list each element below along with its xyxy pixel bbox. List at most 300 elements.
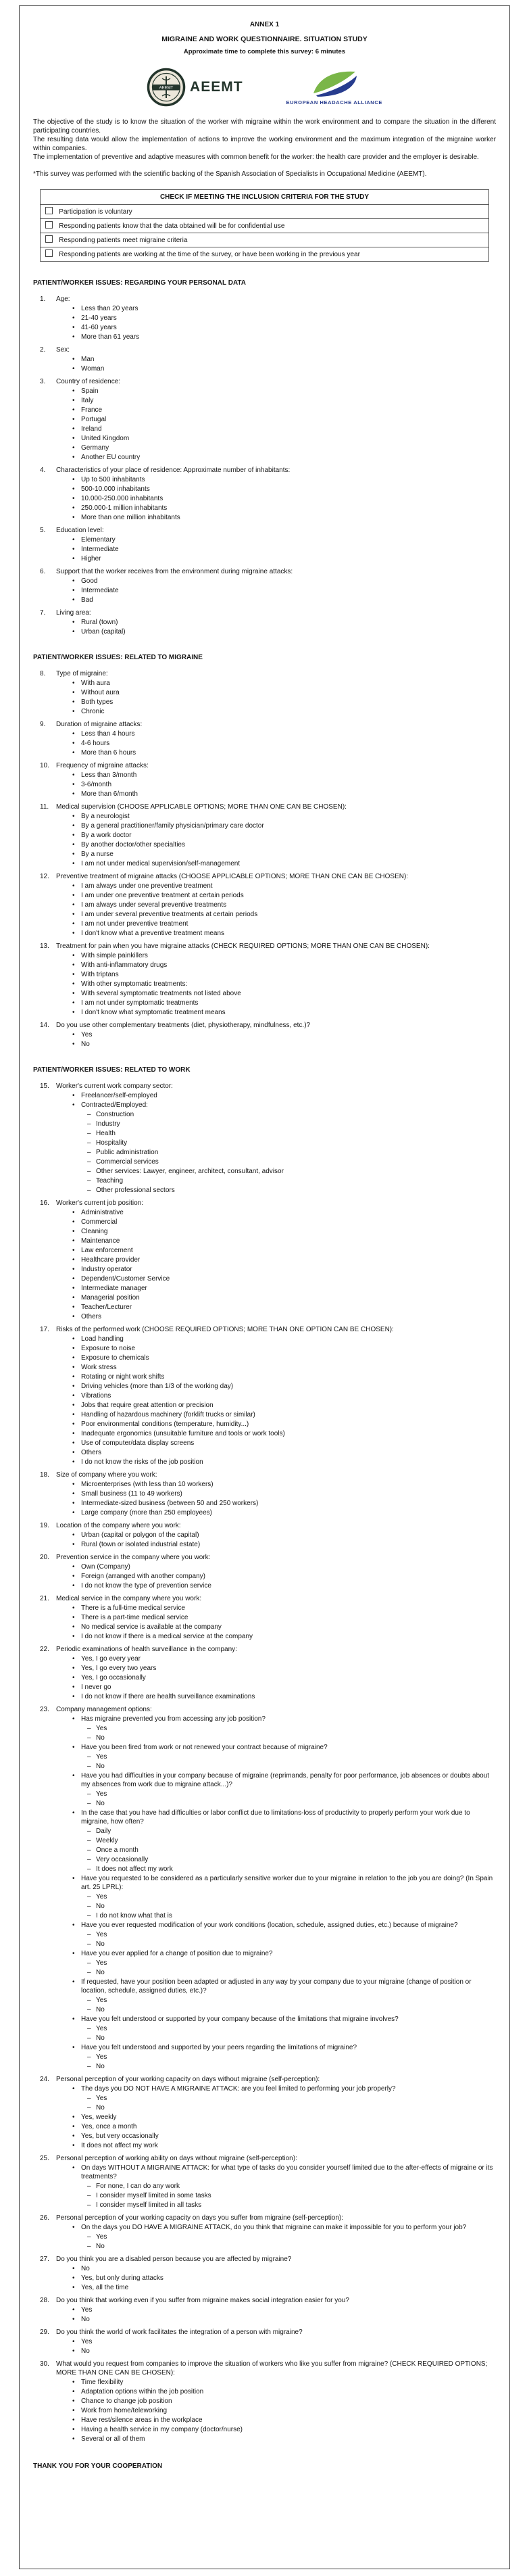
question (33, 2255, 496, 2292)
option-item (33, 1902, 496, 1911)
option-text: Woman (81, 365, 105, 373)
option-item (33, 1855, 496, 1864)
option-text: Teacher/Lecturer (81, 1304, 132, 1311)
option-text: No (96, 1800, 105, 1807)
question (33, 720, 496, 757)
option-item (33, 1724, 496, 1733)
option-text: 41-60 years (81, 324, 117, 331)
option-text: Have you ever applied for a change of position due to migraine? (81, 1950, 273, 1957)
option-item (33, 1874, 496, 1892)
question (33, 2360, 496, 2443)
bullet-marker: • (72, 485, 75, 493)
bullet-marker: • (72, 1313, 75, 1320)
criteria-row (41, 205, 488, 219)
question (33, 803, 496, 868)
option-text: The days you DO NOT HAVE A MIGRAINE ATTACK: are you feel limited to performing your job properly? (81, 2085, 396, 2093)
option-text: Others (81, 1313, 102, 1320)
option-item (33, 304, 496, 313)
question-number: 20. (40, 1554, 49, 1561)
dash-marker: – (87, 2104, 91, 2112)
dash-marker: – (87, 1753, 91, 1761)
option-text: Yes (96, 1959, 107, 1967)
option-item (33, 355, 496, 364)
bullet-marker: • (72, 476, 75, 483)
option-text: Yes (81, 2306, 93, 2314)
option-item (33, 1790, 496, 1798)
option-text: Load handling (81, 1335, 124, 1343)
bullet-marker: • (72, 2016, 75, 2023)
option-text: Use of computer/data display screens (81, 1439, 195, 1447)
bullet-marker: • (72, 305, 75, 312)
option-text: Yes (96, 1753, 107, 1761)
option-item (33, 1344, 496, 1353)
option-text: 21-40 years (81, 314, 117, 322)
option-text: I am not under preventive treatment (81, 920, 188, 928)
option-item (33, 425, 496, 433)
option-item (33, 1382, 496, 1391)
bullet-marker: • (72, 619, 75, 626)
bullet-marker: • (72, 2164, 75, 2172)
criteria-checkbox[interactable] (45, 221, 53, 229)
eha-mark-icon (309, 69, 359, 97)
option-text: Have you felt understood or supported by your company because of the limitations that migraine involves? (81, 2016, 399, 2023)
question-text: Personal perception of your working capacity on days without migraine (self-perception): (56, 2076, 320, 2083)
option-text: Less than 3/month (81, 771, 137, 779)
option-text: Have you requested to be considered as a particularly sensitive worker due to your migraine in relation to the job you are doing? (In Spain art. 25 LPRL): (81, 1875, 493, 1891)
option-text: Health (96, 1130, 116, 1137)
bullet-marker: • (72, 1509, 75, 1517)
page-title: MIGRAINE AND WORK QUESTIONNAIRE. SITUATION STUDY (161, 35, 368, 43)
option-item (33, 2378, 496, 2387)
option-item (33, 1410, 496, 1419)
option-text: Daily (96, 1828, 111, 1835)
section-title: PATIENT/WORKER ISSUES: RELATED TO WORK (33, 1066, 191, 1074)
bullet-marker: • (72, 813, 75, 820)
option-text: Yes (96, 2233, 107, 2241)
option-text: United Kingdom (81, 435, 130, 442)
option-item (33, 771, 496, 780)
question-number: 19. (40, 1522, 49, 1529)
option-text: If requested, have your position been adapted or adjusted in any way by your company due to your migraine (change of position or location, schedule, assigned duties, etc.)? (81, 1978, 472, 1995)
option-text: With anti-inflammatory drugs (81, 961, 168, 969)
option-text: Have you ever requested modification of your work conditions (location, schedule, assigned duties, etc.) because of migraine? (81, 1922, 458, 1929)
option-item (33, 1581, 496, 1590)
bullet-marker: • (72, 999, 75, 1007)
option-item (33, 1448, 496, 1457)
criteria-text: Responding patients are working at the time of the survey, or have been working in the previous year (59, 251, 360, 258)
option-text: I am not under medical supervision/self-management (81, 860, 241, 867)
option-text: No (96, 2063, 105, 2070)
option-text: Bad (81, 596, 93, 604)
option-text: Yes (96, 1790, 107, 1798)
option-item (33, 1110, 496, 1119)
dash-marker: – (87, 1130, 91, 1137)
bullet-marker: • (72, 2407, 75, 2414)
option-text: Other services: Lawyer, engineer, architect, consultant, advisor (96, 1168, 284, 1175)
option-text: 3-6/month (81, 781, 112, 788)
question-text: Type of migraine: (56, 670, 108, 677)
bullet-marker: • (72, 990, 75, 997)
option-text: Rotating or night work shifts (81, 1373, 165, 1381)
option-text: On days WITHOUT A MIGRAINE ATTACK: for what type of tasks do you consider yourself limited due to the after-effects of migraine or its treatments? (81, 2164, 493, 2180)
bullet-marker: • (72, 1364, 75, 1371)
bullet-marker: • (72, 1684, 75, 1691)
bullet-marker: • (72, 425, 75, 433)
option-item (33, 1604, 496, 1613)
dash-marker: – (87, 1903, 91, 1910)
option-text: Ireland (81, 425, 102, 433)
aeemt-logo (147, 68, 243, 107)
option-text: I do not know the type of prevention service (81, 1582, 211, 1590)
option-item (33, 1563, 496, 1571)
option-text: Germany (81, 444, 109, 452)
bullet-marker: • (72, 1228, 75, 1235)
bullet-marker: • (72, 892, 75, 899)
option-item (33, 1429, 496, 1438)
criteria-text: Responding patients meet migraine criteria (59, 237, 188, 244)
option-item (33, 1284, 496, 1293)
question (33, 466, 496, 522)
option-item (33, 1930, 496, 1939)
bullet-marker: • (72, 860, 75, 867)
option-text: Yes (96, 2095, 107, 2102)
bullet-marker: • (72, 387, 75, 395)
question-number: 15. (40, 1082, 49, 1090)
question (33, 609, 496, 636)
option-text: Another EU country (81, 454, 141, 461)
bullet-marker: • (72, 689, 75, 696)
option-item (33, 780, 496, 789)
question-number: 6. (40, 568, 46, 575)
question-text: Medical service in the company where you work: (56, 1595, 202, 1602)
option-item (33, 2132, 496, 2141)
option-text: I don't know what symptomatic treatment means (81, 1009, 226, 1016)
dash-marker: – (87, 2243, 91, 2250)
question-number: 14. (40, 1022, 49, 1029)
option-item (33, 980, 496, 988)
question-text: Prevention service in the company where you work: (56, 1554, 211, 1561)
option-item (33, 2122, 496, 2131)
question (33, 669, 496, 716)
criteria-checkbox[interactable] (45, 249, 53, 257)
option-item (33, 2406, 496, 2415)
question (33, 1521, 496, 1549)
option-item (33, 1771, 496, 1789)
bullet-marker: • (72, 1633, 75, 1640)
option-text: I am not under symptomatic treatments (81, 999, 199, 1007)
question-text: Company management options: (56, 1706, 152, 1713)
option-item (33, 1715, 496, 1723)
bullet-marker: • (72, 901, 75, 909)
criteria-row (41, 233, 488, 247)
question-number: 4. (40, 467, 46, 474)
option-text: By a general practitioner/family physician/primary care doctor (81, 822, 264, 830)
option-text: No (96, 1903, 105, 1910)
option-item (33, 1129, 496, 1138)
option-item (33, 1752, 496, 1761)
question-number: 7. (40, 609, 46, 617)
option-text: Yes (81, 1031, 93, 1039)
bullet-marker: • (72, 2132, 75, 2140)
bullet-marker: • (72, 2274, 75, 2282)
bullet-marker: • (72, 832, 75, 839)
question-text: Characteristics of your place of residence: Approximate number of inhabitants: (56, 467, 291, 474)
option-item (33, 314, 496, 323)
option-item (33, 2034, 496, 2043)
option-text: It does not affect my work (96, 1865, 173, 1873)
option-item (33, 2347, 496, 2356)
criteria-text: Participation is voluntary (59, 208, 132, 216)
option-item (33, 831, 496, 840)
option-text: By a work doctor (81, 832, 132, 839)
option-text: Commercial (81, 1218, 118, 1226)
option-item (33, 1799, 496, 1808)
bullet-marker: • (72, 2316, 75, 2323)
bullet-marker: • (72, 1237, 75, 1245)
option-item (33, 1391, 496, 1400)
option-text: No (96, 2006, 105, 2013)
question-number: 16. (40, 1199, 49, 1207)
bullet-marker: • (72, 1772, 75, 1780)
option-text: Jobs that require great attention or precision (81, 1402, 213, 1409)
bullet-marker: • (72, 771, 75, 779)
bullet-marker: • (72, 882, 75, 890)
option-text: Law enforcement (81, 1247, 133, 1254)
question (33, 1471, 496, 1517)
dash-marker: – (87, 1997, 91, 2004)
document-page (19, 5, 510, 2569)
option-text: Yes (96, 1997, 107, 2004)
bullet-marker: • (72, 1247, 75, 1254)
option-item (33, 535, 496, 544)
question-number: 10. (40, 762, 49, 769)
bullet-marker: • (72, 504, 75, 512)
bullet-marker: • (72, 628, 75, 636)
option-item (33, 748, 496, 757)
option-text: Managerial position (81, 1294, 140, 1302)
bullet-marker: • (72, 2114, 75, 2121)
bullet-marker: • (72, 2224, 75, 2231)
bullet-marker: • (72, 1665, 75, 1672)
bullet-marker: • (72, 1256, 75, 1264)
dash-marker: – (87, 1837, 91, 1844)
bullet-marker: • (72, 536, 75, 544)
option-item (33, 2233, 496, 2241)
option-text: No (96, 2104, 105, 2112)
bullet-marker: • (72, 356, 75, 363)
option-text: Teaching (96, 1177, 124, 1185)
option-item (33, 2062, 496, 2071)
bullet-marker: • (72, 740, 75, 747)
criteria-checkbox[interactable] (45, 235, 53, 243)
dash-marker: – (87, 1856, 91, 1863)
question-number: 5. (40, 527, 46, 534)
question-text: Education level: (56, 527, 104, 534)
question-number: 17. (40, 1326, 49, 1333)
bullet-marker: • (72, 435, 75, 442)
dash-marker: – (87, 1828, 91, 1835)
bullet-marker: • (72, 781, 75, 788)
question-number: 11. (40, 803, 49, 811)
option-text: Yes (96, 1725, 107, 1732)
option-text: With aura (81, 679, 110, 687)
intro-paragraph: The implementation of preventive and adaptive measures with common benefit for the worker: the health care provider and the employer is desirable. (33, 153, 479, 161)
bullet-marker: • (72, 2306, 75, 2314)
question-number: 22. (40, 1646, 49, 1653)
bullet-marker: • (72, 406, 75, 414)
option-item (33, 2242, 496, 2251)
option-item (33, 2435, 496, 2443)
option-text: There is a part-time medical service (81, 1614, 188, 1621)
question (33, 2154, 496, 2210)
option-text: Freelancer/self-employed (81, 1092, 157, 1099)
bullet-marker: • (72, 2388, 75, 2395)
criteria-text: Responding patients know that the data obtained will be for confidential use (59, 222, 285, 230)
bullet-marker: • (72, 1092, 75, 1099)
option-item (33, 1734, 496, 1742)
bullet-marker: • (72, 1674, 75, 1681)
option-item (33, 1040, 496, 1049)
bullet-marker: • (72, 1715, 75, 1723)
bullet-marker: • (72, 730, 75, 738)
bullet-marker: • (72, 1209, 75, 1216)
option-text: Rural (town or isolated industrial estate) (81, 1541, 201, 1548)
option-text: Intermediate (81, 587, 119, 594)
bullet-marker: • (72, 577, 75, 585)
option-text: Has migraine prevented you from accessing any job position? (81, 1715, 266, 1723)
bullet-marker: • (72, 2338, 75, 2345)
option-text: No medical service is available at the company (81, 1623, 222, 1631)
option-text: Weekly (96, 1837, 118, 1844)
option-text: There is a full-time medical service (81, 1604, 185, 1612)
option-item (33, 1101, 496, 1110)
bullet-marker: • (72, 1744, 75, 1751)
option-item (33, 1227, 496, 1236)
option-text: With several symptomatic treatments not listed above (81, 990, 241, 997)
option-text: 500-10.000 inhabitants (81, 485, 150, 493)
bullet-marker: • (72, 555, 75, 563)
bullet-marker: • (72, 2044, 75, 2051)
dash-marker: – (87, 1187, 91, 1194)
option-text: Intermediate manager (81, 1285, 147, 1292)
option-text: Yes, all the time (81, 2284, 129, 2291)
bullet-marker: • (72, 1655, 75, 1663)
option-item (33, 1940, 496, 1949)
question (33, 1325, 496, 1466)
dash-marker: – (87, 1111, 91, 1118)
bullet-marker: • (72, 365, 75, 373)
bullet-marker: • (72, 1563, 75, 1571)
question-text: Worker's current job position: (56, 1199, 143, 1207)
option-item (33, 688, 496, 697)
dash-marker: – (87, 1120, 91, 1128)
bullet-marker: • (72, 2123, 75, 2130)
option-text: Spain (81, 387, 99, 395)
bullet-marker: • (72, 314, 75, 322)
bullet-marker: • (72, 930, 75, 937)
criteria-checkbox[interactable] (45, 207, 53, 214)
bullet-marker: • (72, 1392, 75, 1400)
bullet-marker: • (72, 1573, 75, 1580)
option-item (33, 1256, 496, 1264)
option-item (33, 1246, 496, 1255)
option-text: More than one million inhabitants (81, 514, 180, 521)
option-text: 250.000-1 million inhabitants (81, 504, 168, 512)
dash-marker: – (87, 1763, 91, 1770)
option-item (33, 586, 496, 595)
bullet-marker: • (72, 1809, 75, 1817)
option-text: Less than 4 hours (81, 730, 135, 738)
dash-marker: – (87, 2053, 91, 2061)
inclusion-criteria-table (40, 189, 488, 262)
bullet-marker: • (72, 1582, 75, 1590)
aeemt-seal-icon (147, 68, 186, 107)
option-text: Own (Company) (81, 1563, 130, 1571)
option-text: Yes, but very occasionally (81, 2132, 159, 2140)
option-text: Dependent/Customer Service (81, 1275, 170, 1283)
option-text: Yes (96, 2025, 107, 2032)
option-text: I don't know what a preventive treatment means (81, 930, 225, 937)
question (33, 872, 496, 938)
question-text: Personal perception of working ability on days without migraine (self-perception): (56, 2155, 297, 2162)
option-item (33, 1030, 496, 1039)
option-text: Man (81, 356, 95, 363)
option-text: No (96, 1940, 105, 1948)
option-item (33, 1237, 496, 1245)
option-text: Hospitality (96, 1139, 128, 1147)
option-text: Have you felt understood and supported by your peers regarding the limitations of migraine? (81, 2044, 357, 2051)
option-item (33, 1167, 496, 1176)
page-subtitle: Approximate time to complete this survey: 6 minutes (183, 48, 346, 55)
option-item (33, 812, 496, 821)
question-number: 8. (40, 670, 46, 677)
bullet-marker: • (72, 397, 75, 404)
question-text: Frequency of migraine attacks: (56, 762, 149, 769)
option-text: Have you been fired from work or not renewed your contract because of migraine? (81, 1744, 328, 1751)
intro-paragraph: The objective of the study is to know the situation of the worker with migraine within the work environment and to compare the situation in the different participating countries. (33, 118, 496, 135)
option-item (33, 1921, 496, 1930)
option-item (33, 415, 496, 424)
option-text: Up to 500 inhabitants (81, 476, 145, 483)
question-number: 21. (40, 1595, 49, 1602)
option-item (33, 387, 496, 396)
criteria-body (41, 205, 488, 262)
question (33, 761, 496, 798)
section (33, 654, 496, 1049)
option-item (33, 504, 496, 512)
bullet-marker: • (72, 2379, 75, 2386)
dash-marker: – (87, 1846, 91, 1854)
criteria-title: CHECK IF MEETING THE INCLUSION CRITERIA FOR THE STUDY (41, 190, 488, 205)
bullet-marker: • (72, 1218, 75, 1226)
dash-marker: – (87, 1800, 91, 1807)
option-text: Industry (96, 1120, 120, 1128)
option-item (33, 920, 496, 928)
logos-row (33, 68, 496, 107)
option-text: No (96, 2034, 105, 2042)
option-item (33, 1139, 496, 1147)
bullet-marker: • (72, 1481, 75, 1488)
dash-marker: – (87, 1139, 91, 1147)
question-number: 3. (40, 378, 46, 385)
criteria-row (41, 247, 488, 262)
option-text: Exposure to noise (81, 1345, 136, 1352)
option-text: Intermediate-sized business (between 50 and 250 workers) (81, 1500, 259, 1507)
bullet-marker: • (72, 1978, 75, 1986)
option-item (33, 2191, 496, 2200)
option-text: Italy (81, 397, 94, 404)
question-text: Location of the company where you work: (56, 1522, 181, 1529)
